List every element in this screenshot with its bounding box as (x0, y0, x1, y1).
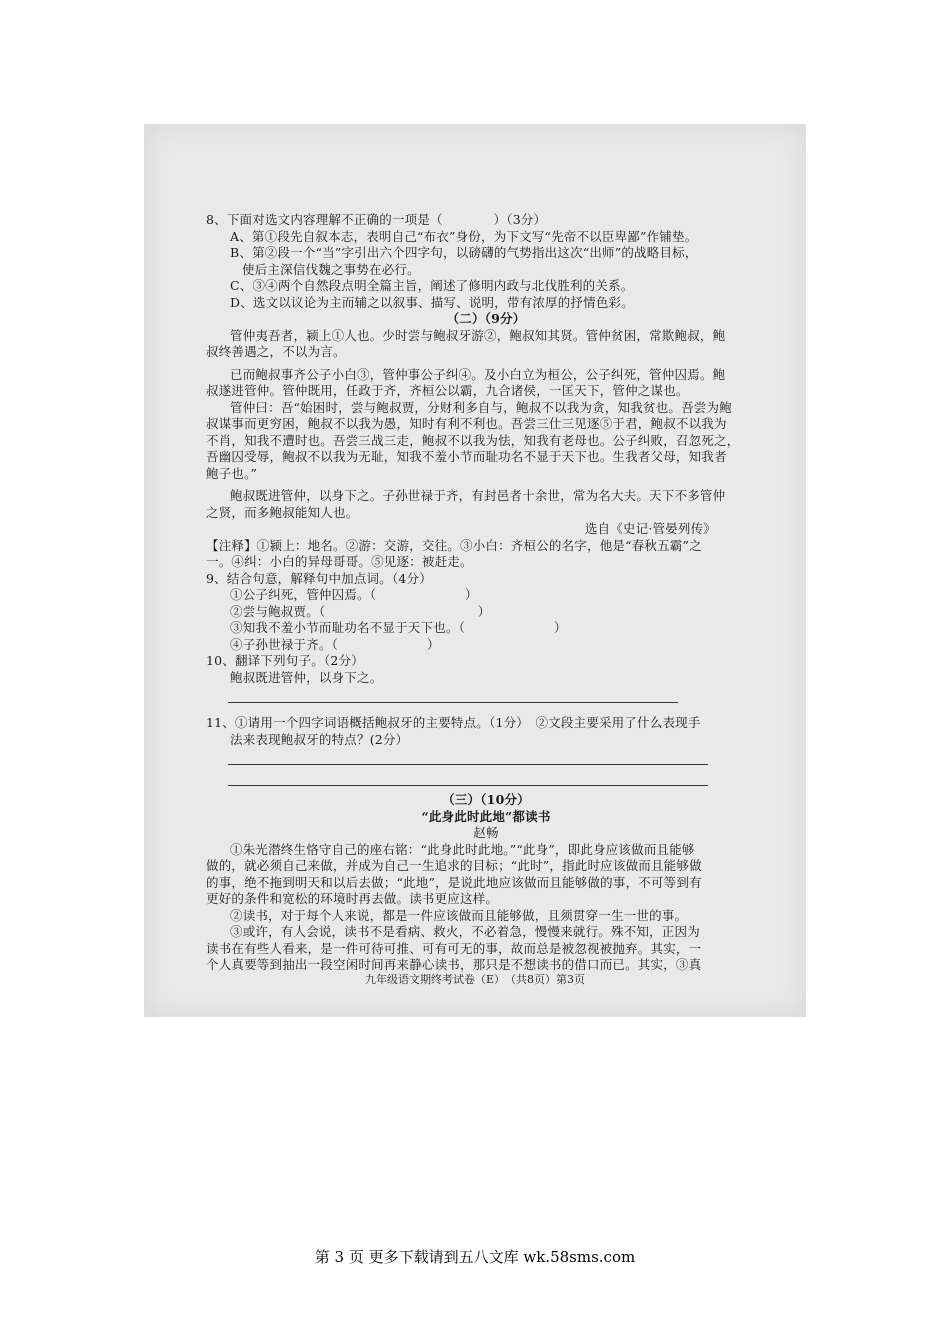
exam-page-footer: 九年级语文期终考试卷（E） （共8页）第3页 (364, 973, 586, 986)
q9-item: ①公子纠死，管仲囚焉。（ ） (230, 587, 478, 602)
passage-line: 管仲曰：吾“始困时，尝与鲍叔贾，分财利多自与，鲍叔不以我为贪，知我贫也。吾尝为鲍 (230, 399, 732, 415)
exam-content (206, 212, 766, 974)
q8-option-a: A、第①段先自叙本志，表明自己“布衣”身份，为下文写“先帝不以臣卑鄙”作铺垫。 (230, 228, 698, 244)
q11-stem: 11、①请用一个四字词语概括鲍叔牙的主要特点。（1分） ②文段主要采用了什么表现手 (206, 715, 701, 730)
answer-line (228, 750, 708, 765)
article-line: 做的，就必须自己来做，并成为自己一生追求的目标；“此时”，指此时应该做而且能够做 (206, 858, 702, 873)
q8-option-d: D、选文以议论为主而辅之以叙事、描写、说明，带有浓厚的抒情色彩。 (230, 294, 634, 310)
q9-item: ②尝与鲍叔贾。（ ） (230, 603, 491, 619)
passage-line: 已而鲍叔事齐公子小白③，管仲事公子纠④。及小白立为桓公，公子纠死，管仲囚焉。鲍 (230, 366, 726, 382)
passage-line: 不肖，知我不遭时也。吾尝三战三走，鲍叔不以我为怯，知我有老母也。公子纠败，召忽死之， (206, 432, 740, 448)
article-line: 更好的条件和宽松的环境时再去做。读书更应这样。 (206, 891, 499, 906)
q10-stem: 10、翻译下列句子。（2分） (206, 653, 364, 668)
article-line: ②读书，对于每个人来说，都是一件应该做而且能够做，且须贯穿一生一世的事。 (230, 907, 688, 923)
passage-source: 选自《史记·管晏列传》 (584, 521, 716, 536)
passage-line: 叔谋事而更穷困，鲍叔不以我为愚，知时有利不利也。吾尝三仕三见逐⑤于君，鲍叔不以我为 (206, 416, 727, 431)
article-title: “此身此时此地”都读书 (421, 808, 551, 824)
notes-line: 【注释】①颍上：地名。②游：交游，交往。③小白：齐桓公的名字，他是“春秋五霸”之 (206, 537, 702, 553)
q9-item: ③知我不羞小节而耻功名不显于天下也。（ ） (230, 620, 567, 635)
article-line: 的事，绝不拖到明天和以后去做；“此地”，是说此地应该做而且能够做的事，不可等到有 (206, 874, 702, 890)
article-line: ③或许，有人会说，读书不是看病、救火，不必着急，慢慢来就行。殊不知，正因为 (230, 924, 700, 939)
passage-line: 叔遂进管仲。管仲既用，任政于齐，齐桓公以霸，九合诸侯，一匡天下，管仲之谋也。 (206, 383, 689, 398)
passage-line: 之贤，而多鲍叔能知人也。 (206, 504, 359, 520)
section3-heading: （三）（10分） (442, 792, 530, 807)
notes-line: 一。④纠：小白的异母哥哥。⑤见逐：被赶走。 (206, 554, 473, 569)
passage-line: 管仲夷吾者，颍上①人也。少时尝与鲍叔牙游②，鲍叔知其贤。管仲贫困，常欺鲍叔，鲍 (230, 327, 726, 343)
scanned-exam-page (144, 124, 806, 1017)
q9-item: ④子孙世禄于齐。（ ） (230, 636, 440, 652)
passage-line: 鲍叔既进管仲，以身下之。子孙世禄于齐，有封邑者十余世，常为名大夫。天下不多管仲 (230, 488, 726, 503)
passage-line: 鲍子也。” (206, 465, 258, 481)
answer-line (228, 688, 678, 703)
q10-sentence: 鲍叔既进管仲，以身下之。 (230, 669, 383, 685)
q8-option-b-cont: 使后主深信伐魏之事势在必行。 (242, 261, 420, 277)
article-line: 读书在有些人看来，是一件可待可推、可有可无的事，故而总是被忽视被抛弃。其实，一 (206, 940, 702, 956)
page-footer: 第 3 页 更多下载请到五八文库 wk.58sms.com (314, 1248, 636, 1266)
q8-option-c: C、③④两个自然段点明全篇主旨，阐述了修明内政与北伐胜利的关系。 (230, 278, 634, 293)
q9-stem: 9、结合句意，解释句中加点词。（4分） (206, 570, 432, 586)
q8-option-b: B、第②段一个“当”字引出六个四字句，以磅礴的气势指出这次“出师”的战略目标， (230, 245, 698, 260)
article-line: 个人真要等到抽出一段空闲时间再来静心读书，那只是不想读书的借口而已。其实，③真 (206, 957, 702, 972)
passage-line: 吾幽囚受辱，鲍叔不以我为无耻，知我不羞小节而耻功名不显于天下也。生我者父母，知我者 (206, 449, 727, 464)
q11-stem-cont: 法来表现鲍叔牙的特点？(2分） (230, 731, 409, 747)
section2-heading: （二）（9分） (446, 311, 526, 326)
passage-line: 叔终善遇之，不以为言。 (206, 344, 346, 359)
article-line: ①朱光潜终生恪守自己的座右铭：“此身此时此地。”“此身”，即此身应该做而且能够 (230, 841, 695, 857)
article-author: 赵畅 (473, 825, 499, 840)
answer-line (228, 771, 708, 786)
q8-stem: 8、下面对选文内容理解不正确的一项是（ ）（3分） (206, 212, 547, 227)
